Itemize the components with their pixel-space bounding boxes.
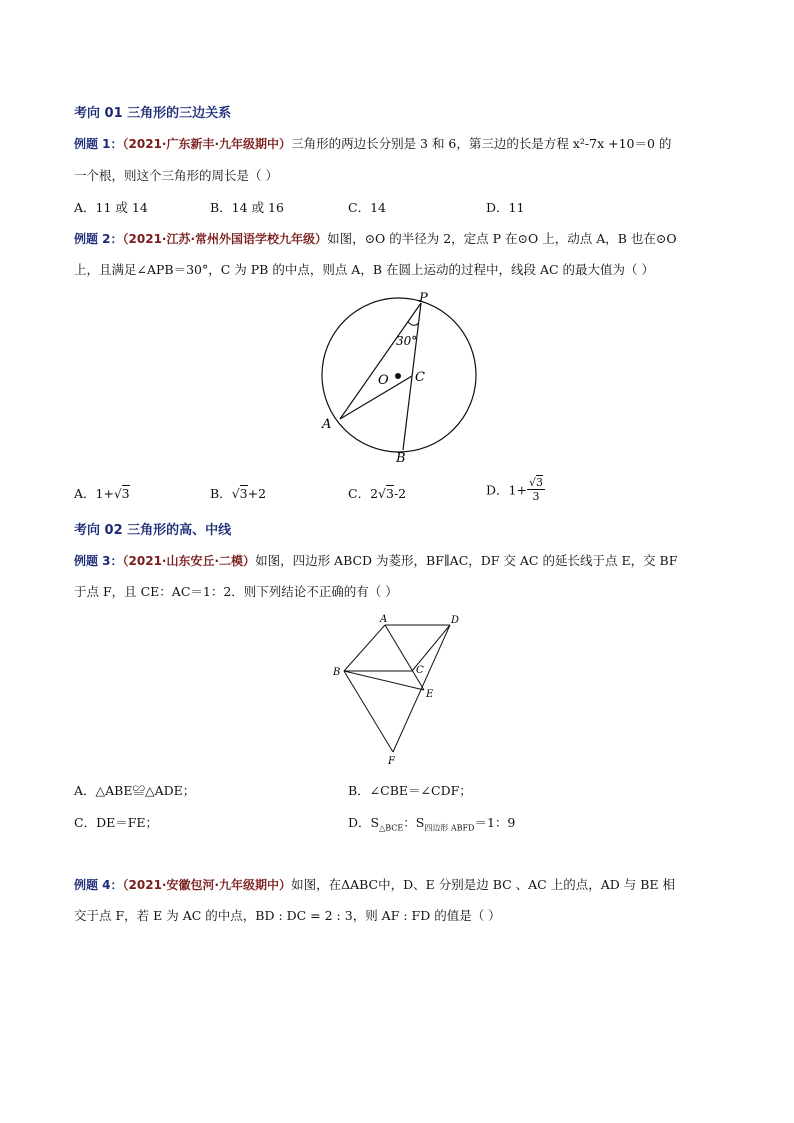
example-2-stem-2: 上，且满足∠APB＝30°，C 为 PB 的中点，则点 A，B 在圆上运动的过程中，线段 AC 的最大值为（ ） — [74, 262, 655, 277]
label-o: O — [378, 373, 389, 388]
label-c: C — [416, 665, 424, 676]
label-angle: 30° — [396, 334, 418, 348]
option-d-prefix: D．1+ — [486, 482, 527, 498]
example-3-label: 例题 3： — [74, 554, 123, 568]
option-c-radicand: 3 — [386, 486, 394, 501]
option-d-prefix: D．S — [348, 815, 380, 830]
example-2-label: 例题 2： — [74, 232, 123, 246]
label-b: B — [396, 451, 406, 466]
example-4-stem-2: 交于点 F，若 E 为 AC 的中点，BD : DC = 2 : 3，则 AF : FD 的值是（ ） — [74, 908, 501, 923]
example-1-label: 例题 1： — [74, 137, 123, 151]
option-d-suffix: ＝1：9 — [474, 815, 516, 830]
example-2-stem-1: 如图，⊙O 的半径为 2，定点 P 在⊙O 上，动点 A，B 也在⊙O — [327, 231, 677, 246]
label-e: E — [426, 689, 434, 700]
example-1-option-c: C．14 — [348, 200, 386, 215]
option-b-suffix: +2 — [247, 486, 267, 501]
example-3-option-d — [348, 813, 515, 834]
example-4-stem-1: 如图，在ΔABC中，D、E 分别是边 BC 、AC 上的点，AD 与 BE 相 — [291, 877, 675, 892]
label-p: P — [419, 291, 428, 306]
example-2-source: （2021·江苏·常州外国语学校九年级） — [122, 232, 328, 246]
option-c-suffix: -2 — [393, 486, 407, 501]
option-d-numerator: 3 — [535, 476, 543, 489]
label-f: F — [388, 756, 395, 767]
segment-df — [393, 625, 450, 752]
segment-ae — [385, 625, 424, 690]
option-b-prefix: B． — [210, 486, 232, 501]
label-d: D — [451, 615, 460, 626]
example-3-option-a: A．△ABE≌△ADE； — [74, 783, 196, 798]
label-c: C — [415, 370, 425, 385]
example-4-line-1 — [74, 875, 675, 893]
example-2-line-1 — [74, 229, 677, 247]
example-4-label: 例题 4： — [74, 878, 123, 892]
label-a: A — [322, 417, 332, 432]
center-dot — [395, 373, 401, 379]
option-b-radicand: 3 — [239, 486, 248, 501]
example-2-option-c: C．2√3-2 — [348, 486, 407, 501]
example-2-option-d — [486, 476, 545, 503]
option-d-mid: ：S — [403, 815, 425, 830]
example-3-option-c: C．DE＝FE； — [74, 815, 159, 830]
section-heading-1: 考向 01 三角形的三边关系 — [74, 106, 232, 121]
example-3-option-b: B．∠CBE＝∠CDF； — [348, 783, 472, 798]
label-b: B — [333, 667, 341, 678]
example-2-option-a: A．1+√3 — [74, 486, 130, 501]
example-3-stem-2: 于点 F，且 CE：AC＝1：2．则下列结论不正确的有（ ） — [74, 584, 398, 599]
example-1-line-1 — [74, 134, 671, 152]
option-a-radicand: 3 — [121, 486, 130, 501]
option-d-sub-1: △BCE — [379, 823, 404, 833]
segment-ab — [344, 625, 385, 671]
angle-arc — [408, 322, 419, 325]
example-1-source: （2021·广东新丰·九年级期中） — [122, 137, 292, 151]
label-a: A — [380, 614, 388, 625]
option-a-prefix: A．1+ — [74, 486, 114, 501]
circle-figure — [300, 282, 480, 472]
example-1-stem-2: 一个根，则这个三角形的周长是（ ） — [74, 168, 278, 183]
segment-bf — [344, 671, 393, 752]
segment-be — [344, 671, 424, 690]
example-3-source: （2021·山东安丘·二模） — [122, 554, 256, 568]
example-4-source: （2021·安徽包河·九年级期中） — [122, 878, 292, 892]
option-d-sub-2: 四边形 ABFD — [424, 823, 475, 833]
example-2-option-b: B．√3+2 — [210, 486, 267, 501]
option-d-denominator: 3 — [532, 490, 540, 503]
section-heading-2: 考向 02 三角形的高、中线 — [74, 523, 232, 538]
example-3-stem-1: 如图，四边形 ABCD 为菱形，BF∥AC，DF 交 AC 的延长线于点 E，交 BF — [255, 553, 678, 568]
example-1-option-d: D．11 — [486, 200, 525, 215]
option-d-fraction: $\frac{√3}{3}$ — [528, 476, 543, 503]
option-c-prefix: C．2 — [348, 486, 379, 501]
example-3-line-1 — [74, 551, 677, 569]
example-1-option-b: B．14 或 16 — [210, 200, 284, 215]
segment-ac — [340, 376, 412, 419]
example-1-stem-1: 三角形的两边长分别是 3 和 6，第三边的长是方程 x²-7x +10＝0 的 — [291, 136, 672, 151]
example-1-option-a: A．11 或 14 — [74, 200, 148, 215]
rhombus-figure — [325, 608, 475, 768]
